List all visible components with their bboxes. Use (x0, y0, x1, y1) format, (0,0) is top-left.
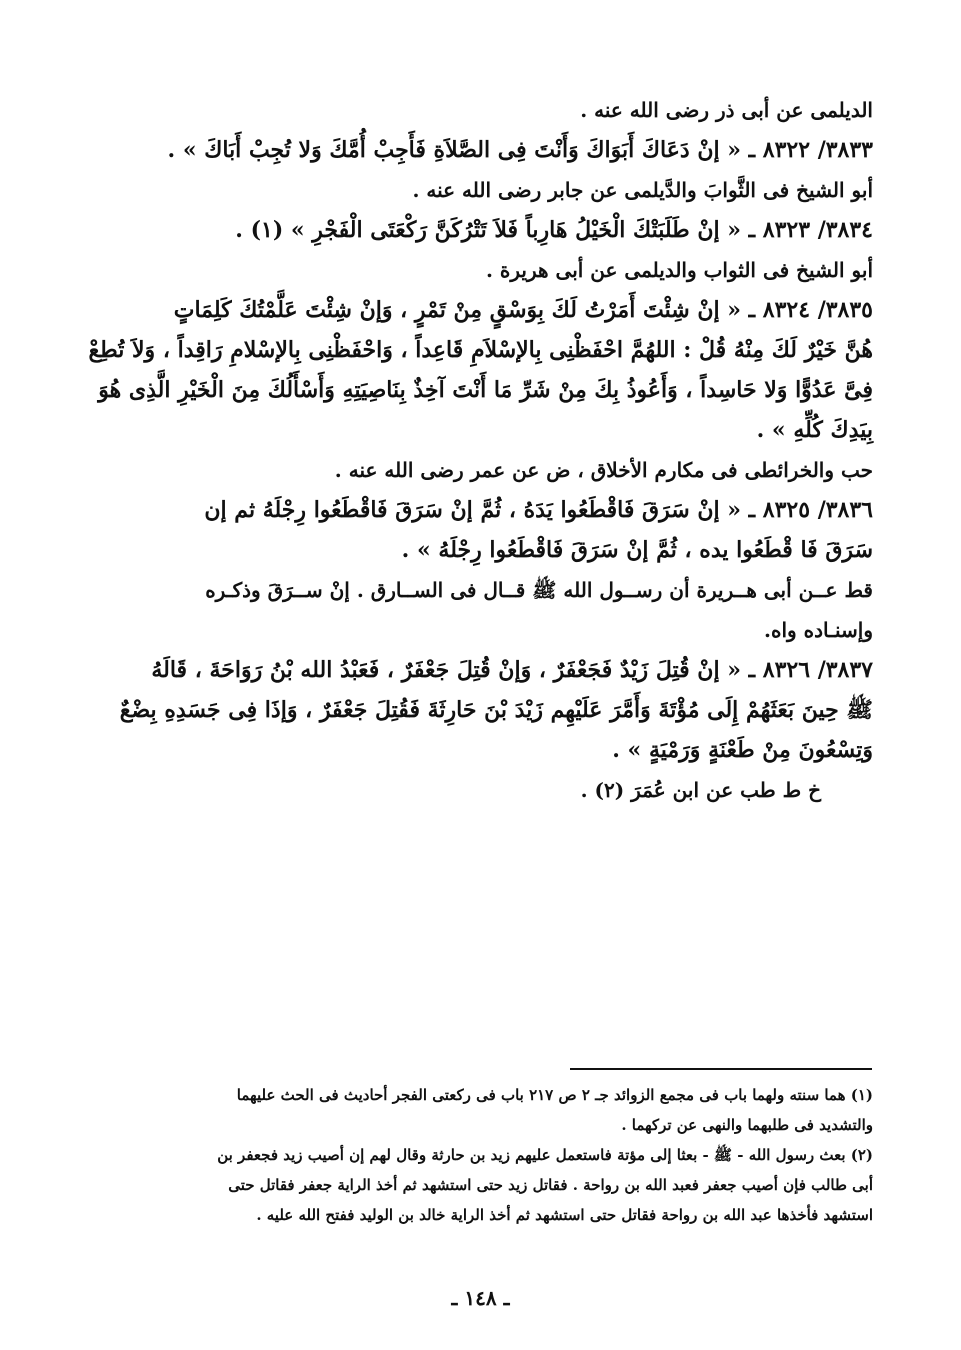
footnote-line: استشهد فأخذها عبد الله بن رواحة فقاتل حتى استشهد ثم أخذ الراية خالد بن الوليد ففتح الله عليه . (256, 1206, 873, 1224)
hadith-line: بِيَدِكَ كُلِّهِ » . (756, 417, 873, 443)
footnote-line: أبى طالب فإن أصيب جعفر فعبد الله بن رواحة . فقاتل زيد حتى استشهد ثم أخذ الراية جعفر فقاتل حتى (228, 1176, 873, 1194)
hadith-line: فِىَّ عَدُوًّا وَلا حَاسِداً ، وَأَعُوذُ بِكَ مِنْ شَرِّ مَا أَنْتَ آخِذٌ بِنَاصِيَتِهِ وَأَسْأَلُكَ مِنَ الْخَيْرِ الَّذِى هُوَ (98, 377, 873, 403)
hadith-line: ﷺ حِينَ بَعَثَهُمْ إِلَى مُؤْتَةَ وَأَمَّرَ عَلَيْهِم زَيْدَ بْنَ حَارِثَةَ فَقُتِلَ جَعْفَرٌ ، وَإذَا فِى جَسَدِهِ بِضْعٌ (119, 697, 873, 723)
hadith-line: ٣٨٣٦/ ٨٣٢٥ ـ « إنْ سَرَقَ فَاقْطَعُوا يَدَهُ ، ثُمَّ إنْ سَرَقَ فَاقْطَعُوا رِجْلَهُ ثم إن (204, 497, 873, 523)
footnote-line: (١) هما سنته ولهما باب فى مجمع الزوائد جـ ٢ ص ٢١٧ باب فى ركعتى الفجر أحاديث فى الحث عليهما (236, 1086, 873, 1104)
footnotes (88, 1080, 873, 1230)
source-line: خ ط طب عن ابن عُمَرَ (٢) . (580, 778, 821, 802)
source-line: حب والخرائطى فى مكارم الأخلاق ، ض عن عمر رضى الله عنه . (334, 458, 873, 482)
page-number: ـ ١٤٨ ـ (451, 1286, 510, 1310)
source-line: الديلمى عن أبى ذر رضى الله عنه . (580, 98, 873, 122)
hadith-line: ٣٨٣٧/ ٨٣٢٦ ـ « إنْ قُتِلَ زَيْدٌ فَجَعْفَرٌ ، وَإنْ قُتِلَ جَعْفَرٌ ، فَعَبْدُ الله بْنُ رَوَاحَةَ ، قَالَهُ (151, 657, 873, 683)
source-line: وإسنـاده واه. (764, 618, 873, 642)
footnote-separator (570, 1068, 872, 1070)
hadith-line: هُنَّ خَيْرٌ لَكَ مِنْهُ قُلْ : اللهُمَّ احْفَظْنِى بِالإسْلاَمِ قَاعِداً ، وَاحْفَظْنِى بِالإسْلامِ رَاقِداً ، وَلاَ تُطِعْ (88, 337, 873, 363)
source-line: أبو الشيخ فى الثواب والديلمى عن أبى هريرة . (485, 258, 873, 282)
hadith-line: ٣٨٣٥/ ٨٣٢٤ ـ « إنْ شِئْتَ أَمَرْتُ لَكَ بِوَسْقٍ مِنْ تَمْرٍ ، وَإنْ شِئْتَ عَلَّمْتُكَ كَلِمَاتٍ (173, 297, 873, 323)
hadith-line: ٣٨٣٣/ ٨٣٢٢ ـ « إنْ دَعَاكَ أَبَوَاكَ وَأَنْتَ فِى الصَّلاَةِ فَأَجِبْ أُمَّكَ وَلا تُجِبْ أَبَاكَ » . (167, 137, 873, 163)
main-text (88, 90, 873, 810)
footnote-line: (٢) بعث رسول الله - ﷺ - بعثا إلى مؤتة فاستعمل عليهم زيد بن حارثة وقال لهم إن أصيب زيد فجعفر بن (217, 1146, 873, 1164)
hadith-line: وَتِسْعُونَ مِنْ طَعْنَةٍ وَرَمْيَةٍ » . (612, 737, 873, 763)
source-line: أبو الشيخ فى الثَّوابَ والدَّيلمى عن جابر رضى الله عنه . (412, 178, 873, 202)
source-line: قط عــن أبى هــريرة أن رســول الله ﷺ قــال فى الســارق . إنْ ســرَقَ وذكـره (205, 578, 873, 602)
hadith-line: ٣٨٣٤/ ٨٣٢٣ ـ « إنْ طَلَبَتْكَ الْخَيْلُ هَارِباً فَلاَ تَتْرُكَنَّ رَكْعَتَى الْفَجْرِ » (١) . (235, 217, 873, 243)
footnote-line: والتشديد فى طلبهما والنهى عن تركهما . (621, 1116, 873, 1134)
hadith-line: سَرَقَ فَا قْطَعُوا يده ، ثُمَّ إنْ سَرَقَ فَاقْطَعُوا رِجْلَهُ » . (401, 537, 873, 563)
